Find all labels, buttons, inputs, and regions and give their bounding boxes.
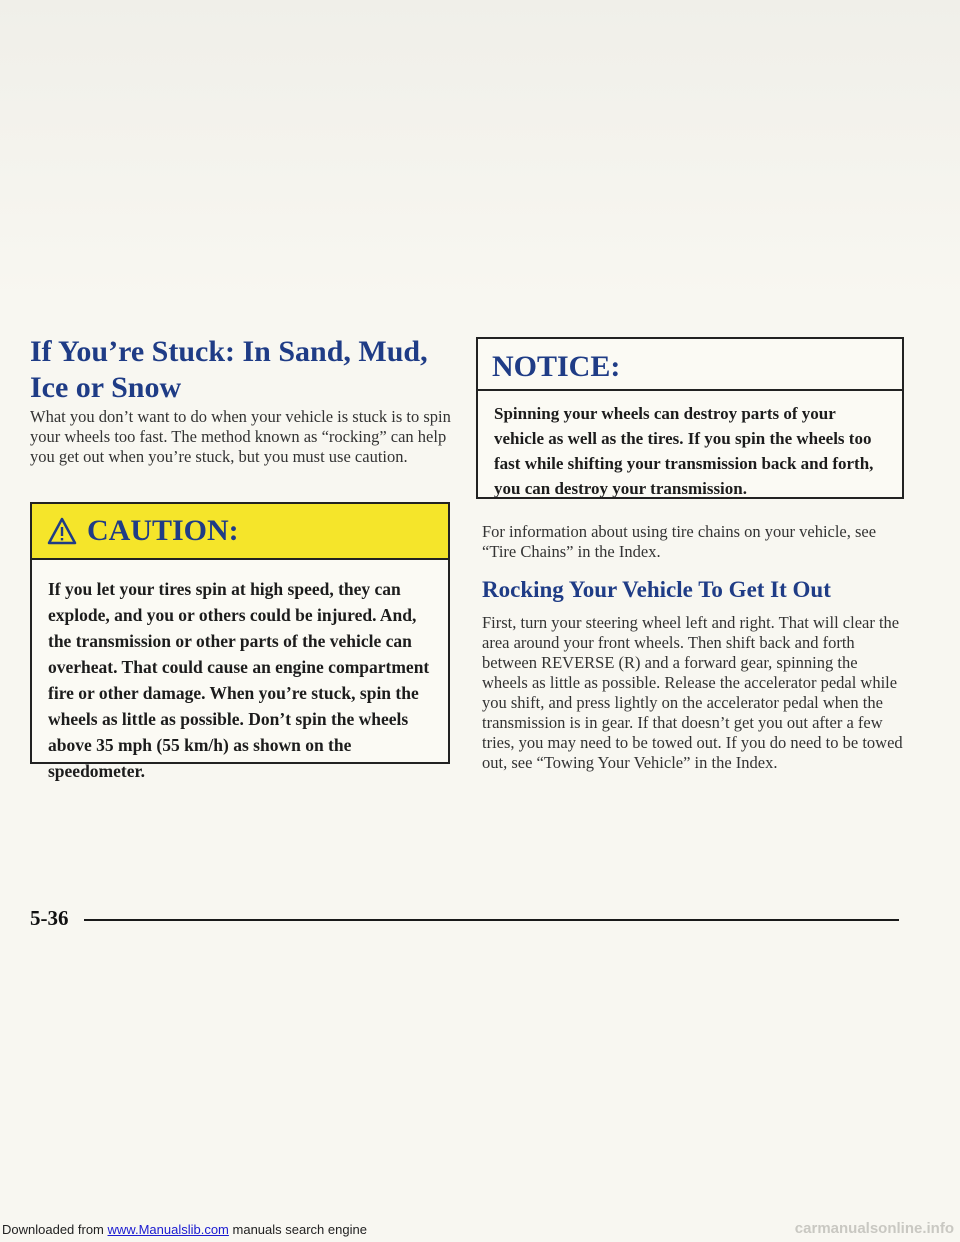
caution-box	[30, 502, 450, 781]
page-number: 5-36	[30, 906, 69, 930]
notice-title: NOTICE:	[492, 350, 621, 383]
caution-header	[32, 504, 448, 560]
download-prefix: Downloaded from	[2, 1222, 104, 1237]
footer-rule	[84, 919, 899, 921]
caution-text: If you let your tires spin at high speed, they can explode, and you or others could be injured. And, the transmission or other parts of the vehicle can overheat. That could cause an engine compartment fire or other damage. When you’re stuck, spin the wheels as little as possible. Don’t spin the wheels above 35 mph (55 km/h) as shown on the speedometer.	[48, 579, 430, 781]
section-heading: Rocking Your Vehicle To Get It Out	[482, 577, 831, 602]
main-heading: If You’re Stuck: In Sand, Mud, Ice or Snow	[30, 335, 428, 404]
rocking-paragraph: First, turn your steering wheel left and right. That will clear the area around your front wheels. Then shift back and forth between REVERSE (R) and a forward gear, spinning the wheels as little as possible. Release the accelerator pedal while you shift, and press lightly on the accelerator pedal when the transmission is in gear. If that doesn’t get you out after a few tries, you may need to be towed out. If you do need to be towed out, see “Towing Your Vehicle” in the Index.	[482, 613, 903, 772]
tire-chains-paragraph: For information about using tire chains on your vehicle, see “Tire Chains” in the Index.	[482, 522, 877, 561]
download-credit	[2, 1222, 367, 1237]
download-suffix: manuals search engine	[232, 1222, 367, 1237]
intro-paragraph: What you don’t want to do when your vehicle is stuck is to spin your wheels too fast. The method known as “rocking” can help you get out when you’re stuck, but you must use caution.	[30, 407, 451, 466]
warning-triangle-icon	[47, 517, 77, 545]
manualslib-link[interactable]: www.Manualslib.com	[107, 1222, 229, 1237]
caution-title: CAUTION:	[87, 514, 239, 547]
notice-box	[476, 337, 904, 499]
notice-header	[478, 339, 902, 391]
notice-text: Spinning your wheels can destroy parts of your vehicle as well as the tires. If you spin the wheels too fast while shifting your transmission back and forth, you can destroy your transmission.	[494, 404, 874, 498]
watermark: carmanualsonline.info	[794, 1220, 954, 1237]
top-shade	[0, 0, 960, 300]
